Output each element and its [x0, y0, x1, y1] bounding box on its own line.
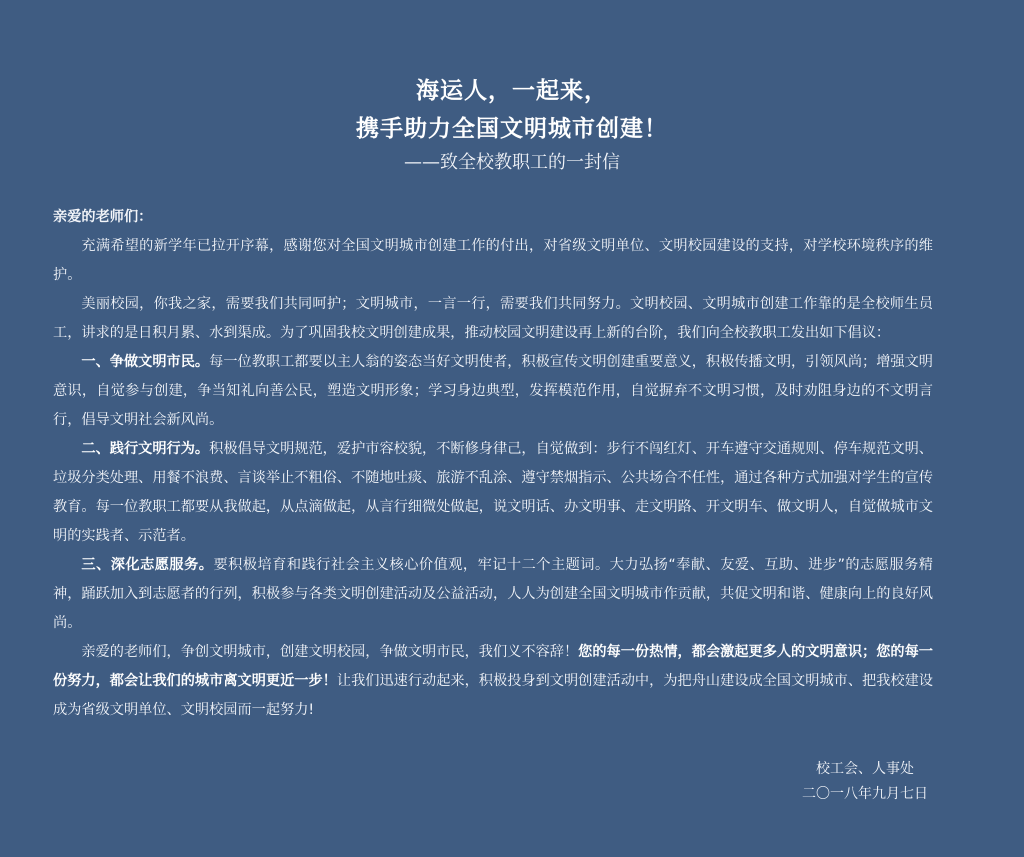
paragraph-initiative-3: [53, 551, 933, 638]
signature-org: 校工会、人事处: [816, 761, 914, 777]
paragraph-intro: 充满希望的新学年已拉开序幕，感谢您对全国文明城市创建工作的付出，对省级文明单位、文明校园建设的支持，对学校环境秩序的维护。: [53, 238, 933, 283]
paragraph-initiative-2: [53, 435, 933, 551]
title-block: [0, 72, 1024, 176]
initiative-3-heading: 三、深化志愿服务。: [81, 557, 214, 573]
closing-emphasis: 您的每一份热情，都会激起更多人的文明意识；您的每一份努力，都会让我们的城市离文明更近一步！: [53, 644, 933, 689]
initiative-1-text: 每一位教职工都要以主人翁的姿态当好文明使者，积极宣传文明创建重要意义，积极传播文明，引领风尚；增强文明意识，自觉参与创建，争当知礼向善公民，塑造文明形象；学习身边典型，发挥模范作用，自觉摒弃不文明习惯，及时劝阻身边的不文明言行，倡导文明社会新风尚。: [53, 354, 933, 428]
letter-body: [53, 203, 933, 725]
initiative-1-heading: 一、争做文明市民。: [81, 354, 210, 370]
subtitle: ——致全校教职工的一封信: [404, 152, 620, 173]
signature-block: [802, 757, 928, 807]
paragraph-initiative-1: [53, 348, 933, 435]
title-line-2: 携手助力全国文明城市创建！: [356, 116, 668, 142]
signature-date: 二〇一八年九月七日: [802, 786, 928, 802]
closing-text-a: 亲爱的老师们，争创文明城市，创建文明校园，争做文明市民，我们义不容辞！: [81, 644, 579, 660]
initiative-2-heading: 二、践行文明行为。: [81, 441, 210, 457]
greeting: 亲爱的老师们：: [53, 209, 153, 225]
title-line-1: 海运人，一起来，: [416, 78, 608, 104]
initiative-3-text: 要积极培育和践行社会主义核心价值观，牢记十二个主题词。大力弘扬“奉献、友爱、互助、进步”的志愿服务精神，踊跃加入到志愿者的行列，积极参与各类文明创建活动及公益活动，人人为创建全国文明城市作贡献，共促文明和谐、健康向上的良好风尚。: [53, 557, 933, 631]
closing-text-c: 让我们迅速行动起来，积极投身到文明创建活动中，为把舟山建设成全国文明城市、把我校建设成为省级文明单位、文明校园而一起努力!: [53, 673, 933, 718]
paragraph-context: 美丽校园，你我之家，需要我们共同呵护；文明城市，一言一行，需要我们共同努力。文明校园、文明城市创建工作靠的是全校师生员工，讲求的是日积月累、水到渠成。为了巩固我校文明创建成果，推动校园文明建设再上新的台阶，我们向全校教职工发出如下倡议：: [53, 296, 933, 341]
initiative-2-text: 积极倡导文明规范，爱护市容校貌，不断修身律己，自觉做到：步行不闯红灯、开车遵守交通规则、停车规范文明、垃圾分类处理、用餐不浪费、言谈举止不粗俗、不随地吐痰、旅游不乱涂、遵守禁烟指示、公共场合不任性，通过各种方式加强对学生的宣传教育。每一位教职工都要从我做起，从点滴做起，从言行细微处做起，说文明话、办文明事、走文明路、开文明车、做文明人，自觉做城市文明的实践者、示范者。: [53, 441, 933, 544]
paragraph-closing: [53, 638, 933, 725]
